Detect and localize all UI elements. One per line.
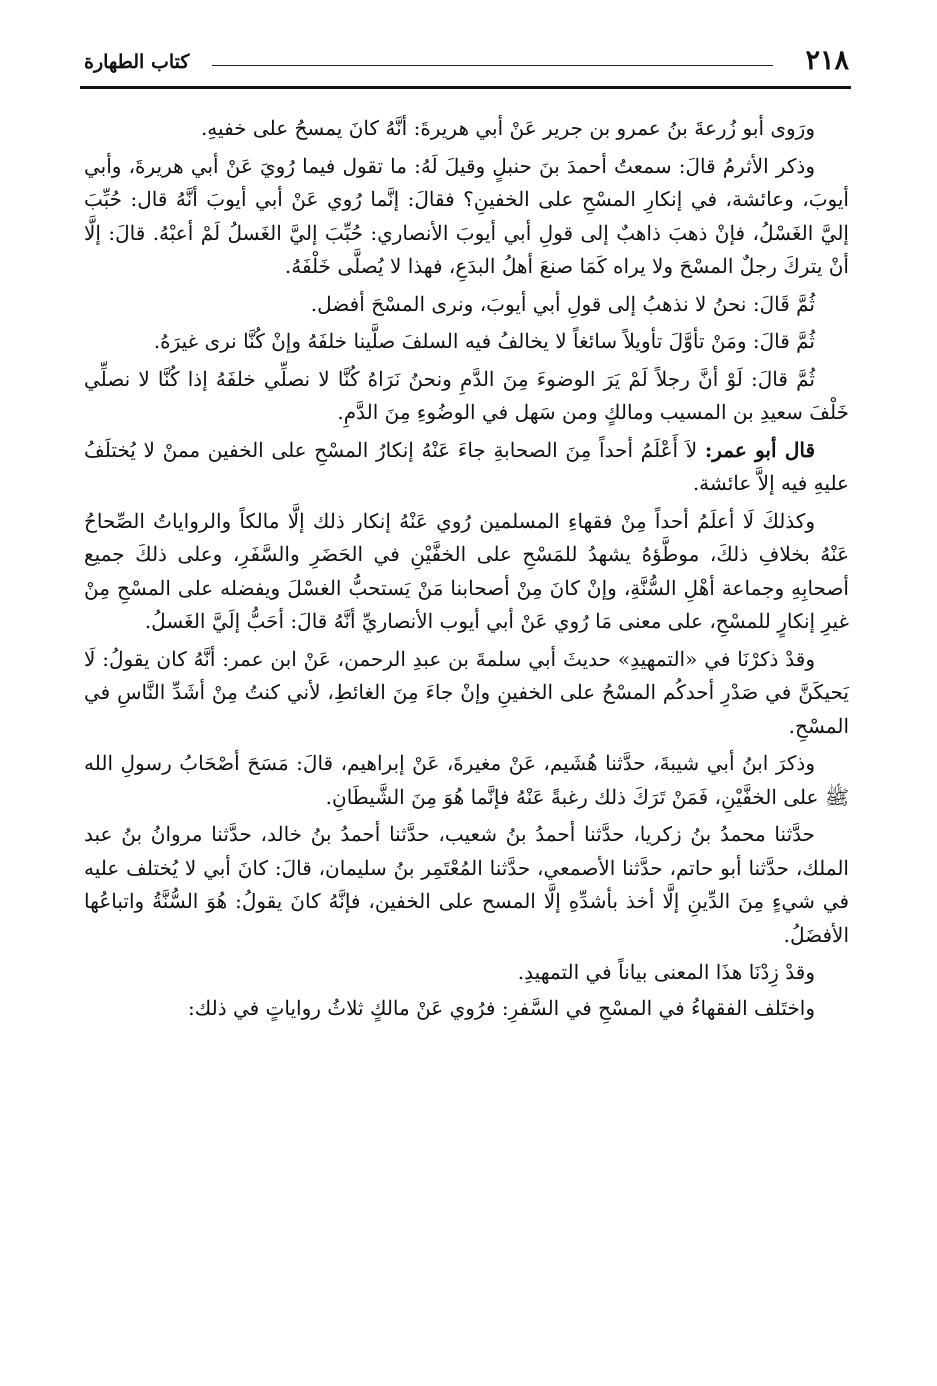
paragraph-2 (84, 150, 849, 284)
page-number: ٢١٨ (805, 45, 849, 76)
paragraph-text: لاَ أَعْلَمُ أحداً مِنَ الصحابةِ جاءَ عَنْهُ إنكارُ المسْحِ على الخفين ممنْ لا يُختلَفُ عليهِ فيه إلاَّ عائشة. (84, 437, 849, 495)
header-divider (80, 86, 851, 89)
paragraph-11 (84, 956, 849, 990)
paragraph-4 (84, 325, 849, 359)
paragraph-text: وكذلكَ لَا أعلَمُ أحداً مِنْ فقهاءِ المسلمين رُوي عَنْهُ إنكار ذلك إلَّا مالكاً والرواياتُ الصِّحاحُ عَنْهُ بخلافِ ذلكَ، موطَّؤهُ يشهدُ للمَسْحِ على الخفَّيْنِ في الحَضَرِ والسَّفَرِ، وعلى ذلكَ جميع أصحابِهِ وجماعة أهْلِ السُّنَّةِ، وإنْ كانَ مِنْ أصحابنا مَنْ يَستحبُّ الغسْلَ ويفضله على المسْحِ مِنْ غيرِ إنكارٍ للمسْحِ، على معنى مَا رُوي عَنْ أبي أيوب الأنصاريِّ أنَّهُ قالَ: أحَبُّ إلَيَّ الغَسلُ. (84, 508, 849, 633)
paragraph-text: حدَّثنا محمدُ بنُ زكريا، حدَّثنا أحمدُ بنُ شعيب، حدَّثنا أحمدُ بنُ خالد، حدَّثنا مروانُ بنُ عبد الملك، حدَّثنا أبو حاتم، حدَّثنا الأصمعي، حدَّثنا المُعْتَمِر بنُ سليمان، قالَ: كانَ أبي لا يُختلف عليه في شيءٍ مِنَ الدِّينِ إلَّا أخذ بأشدِّهِ إلَّا المسح على الخفين، فإنَّهُ كانَ يقولُ: هُوَ السُّنَّةُ واتباعُها الأفضَلُ. (84, 822, 849, 947)
paragraph-text: وذكر الأثرمُ قالَ: سمعتُ أحمدَ بنَ حنبلٍ وقيلَ لَهُ: ما تقول فيما رُويَ عَنْ أبي هريرةَ، وأبي أيوبَ، وعائشة، في إنكارِ المسْحِ على الخفينِ؟ فقالَ: إنَّما رُوي عَنْ أبي أيوبَ أنَّهُ قال: حُبِّبَ إليَّ الغَسْلُ، فإنْ ذهبَ ذاهبٌ إلى قولِ أبي أيوبَ الأنصاري: حُبِّبَ إليَّ الغَسلُ لَمْ أعبْهُ. قالَ: إلَّا أنْ يتركَ رجلٌ المسْحَ ولا يراه كَمَا صنعَ أهلُ البدَعِ، فهذا لا يُصلَّى خَلْفَهُ. (84, 153, 849, 278)
paragraph-3 (84, 288, 849, 322)
paragraph-text: ثُمَّ قَالَ: نحنُ لا نذهبُ إلى قولِ أبي أيوبَ، ونرى المسْحَ أفضل. (310, 291, 815, 316)
paragraph-10 (84, 818, 849, 952)
paragraph-text: ثُمَّ قالَ: لَوْ أنَّ رجلاً لَمْ يَرَ الوضوءَ مِنَ الدَّمِ ونحنُ نَرَاهُ كُنَّا لا نصلِّي خلفَهُ إذا كُنَّا لا نصلِّي خَلْفَ سعيدِ بن المسيب ومالكٍ ومن سَهل في الوضُوءِ مِنَ الدَّمِ. (84, 366, 849, 424)
running-head (84, 44, 849, 84)
paragraph-9 (84, 747, 849, 814)
paragraph-6 (84, 434, 849, 501)
paragraph-5 (84, 363, 849, 430)
paragraph-1 (84, 112, 849, 146)
book-title: كتاب الطهارة (84, 51, 190, 73)
paragraph-8 (84, 643, 849, 744)
paragraph-12 (84, 992, 849, 1026)
header-rule (212, 65, 773, 66)
body-text (84, 112, 849, 1027)
paragraph-lead: قال أبو عمر: (704, 437, 816, 462)
paragraph-7 (84, 505, 849, 639)
paragraph-text: وقدْ ذكرْنَا في «التمهيدِ» حديثَ أبي سلمةَ بن عبدِ الرحمن، عَنْ ابن عمر: أنَّهُ كان يقولُ: لَا يَحيكَنَّ في صَدْرِ أحدكُم المسْحُ على الخفينِ وإنْ جاءَ مِنَ الغائطِ، لأني كنتُ مِنْ أشَدِّ النَّاسِ في المسْحِ. (84, 646, 849, 738)
paragraph-text: ثُمَّ قالَ: ومَنْ تأوَّلَ تأويلاً سائغاً لا يخالفُ فيه السلفَ صلَّينا خلفَهُ وإنْ كُنَّا نرى غيرَهُ. (153, 329, 815, 353)
paragraph-text: وقدْ زِدْنَا هذَا المعنى بياناً في التمهيدِ. (517, 960, 815, 984)
paragraph-text: واختَلف الفقهاءُ في المسْحِ في السَّفرِ: فرُوي عَنْ مالكٍ ثلاثُ رواياتٍ في ذلك: (188, 995, 815, 1020)
paragraph-text: ورَوى أبو زُرعةَ بنُ عمرو بن جرير عَنْ أبي هريرةَ: أنَّهُ كانَ يمسحُ على خفيهِ. (200, 116, 815, 140)
paragraph-text: وذكرَ ابنُ أبي شيبةَ، حدَّثنا هُشَيم، عَنْ مغيرةَ، عَنْ إبراهيم، قالَ: مَسَحَ أصْحَابُ رسولِ الله ﷺ على الخفَّيْنِ، فَمَنْ تَرَكَ ذلك رغبةً عَنْهُ فإنَّما هُوَ مِنَ الشَّيطَانِ. (84, 751, 849, 809)
